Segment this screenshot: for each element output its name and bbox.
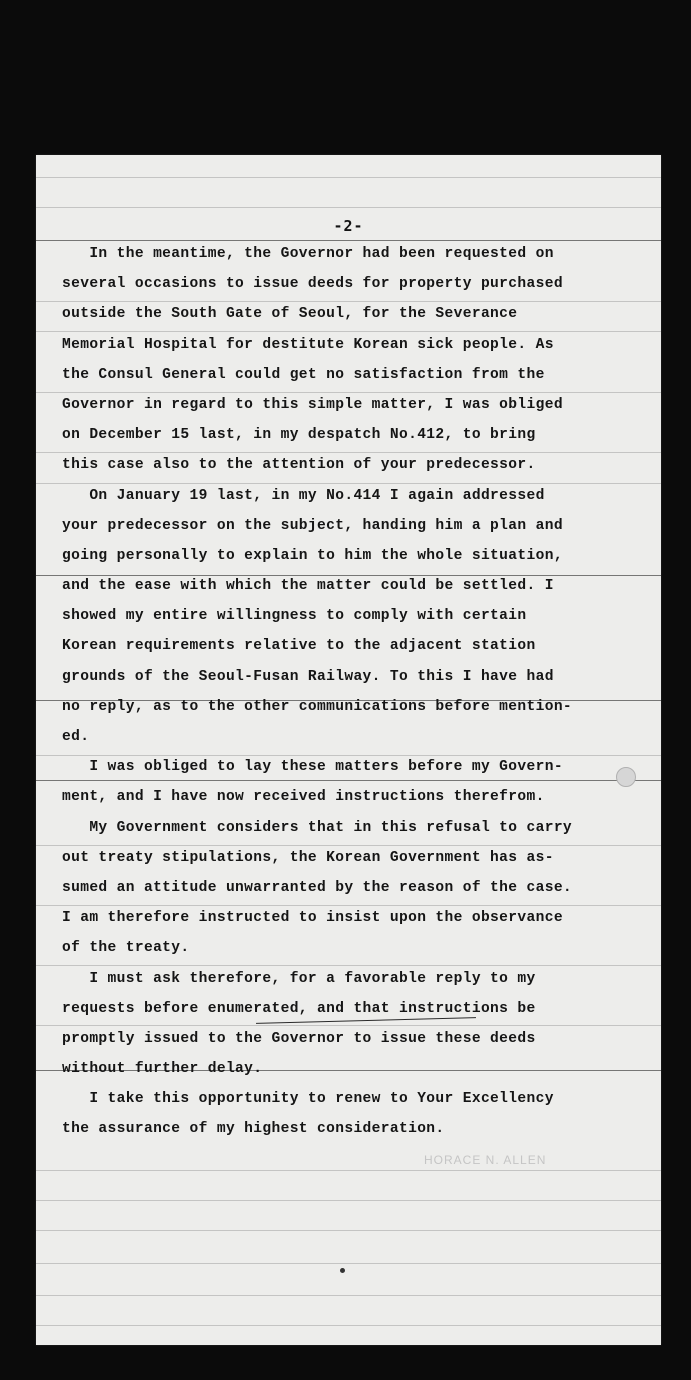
ledger-rule [36, 1325, 661, 1326]
text-line: I was obliged to lay these matters before my Govern- [62, 759, 563, 776]
ledger-rule [36, 1170, 661, 1171]
ledger-rule [36, 1230, 661, 1231]
text-line: ed. [62, 729, 90, 745]
ledger-rule [36, 1200, 661, 1201]
text-line: and the ease with which the matter could be settled. I [62, 578, 554, 595]
text-line: several occasions to issue deeds for property purchased [62, 276, 563, 293]
text-line: on December 15 last, in my despatch No.412, to bring [62, 427, 536, 444]
text-line: Korean requirements relative to the adjacent station [62, 638, 536, 655]
document-page [36, 155, 661, 1345]
text-line: showed my entire willingness to comply with certain [62, 608, 527, 625]
text-line: out treaty stipulations, the Korean Government has as- [62, 849, 554, 866]
text-line: On January 19 last, in my No.414 I again addressed [62, 487, 545, 504]
text-line: the assurance of my highest consideration. [62, 1121, 445, 1138]
text-line: I must ask therefore, for a favorable reply to my [62, 970, 536, 987]
text-line: Memorial Hospital for destitute Korean sick people. As [62, 336, 554, 353]
text-line: My Government considers that in this refusal to carry [62, 819, 573, 836]
text-line: grounds of the Seoul-Fusan Railway. To this I have had [62, 668, 554, 685]
ledger-rule [36, 177, 661, 178]
text-line: Governor in regard to this simple matter, I was obliged [62, 396, 563, 413]
letter-body [62, 239, 642, 1145]
text-line: ment, and I have now received instructions therefrom. [62, 789, 545, 806]
ledger-rule [36, 207, 661, 208]
text-line: your predecessor on the subject, handing him a plan and [62, 517, 563, 534]
text-line: In the meantime, the Governor had been requested on [62, 246, 554, 262]
ink-speck [340, 1268, 345, 1273]
text-line: no reply, as to the other communications before mention- [62, 698, 573, 715]
ledger-rule [36, 1295, 661, 1296]
punch-hole-icon [616, 767, 636, 787]
text-line: of the treaty. [62, 940, 190, 957]
ledger-rule [36, 1263, 661, 1264]
text-line: requests before enumerated, and that instructions be [62, 1000, 536, 1017]
text-line: promptly issued to the Governor to issue these deeds [62, 1030, 536, 1047]
text-line: going personally to explain to him the whole situation, [62, 547, 563, 564]
text-line: this case also to the attention of your predecessor. [62, 457, 536, 474]
page-number: -2- [333, 217, 364, 235]
text-line: I am therefore instructed to insist upon the observance [62, 910, 563, 927]
text-line: the Consul General could get no satisfaction from the [62, 366, 545, 383]
text-line: sumed an attitude unwarranted by the reason of the case. [62, 879, 573, 896]
text-line: I take this opportunity to renew to Your Excellency [62, 1091, 554, 1108]
text-line: without further delay. [62, 1061, 263, 1078]
signature-stamp: HORACE N. ALLEN [424, 1153, 547, 1167]
text-line: outside the South Gate of Seoul, for the Severance [62, 306, 518, 323]
